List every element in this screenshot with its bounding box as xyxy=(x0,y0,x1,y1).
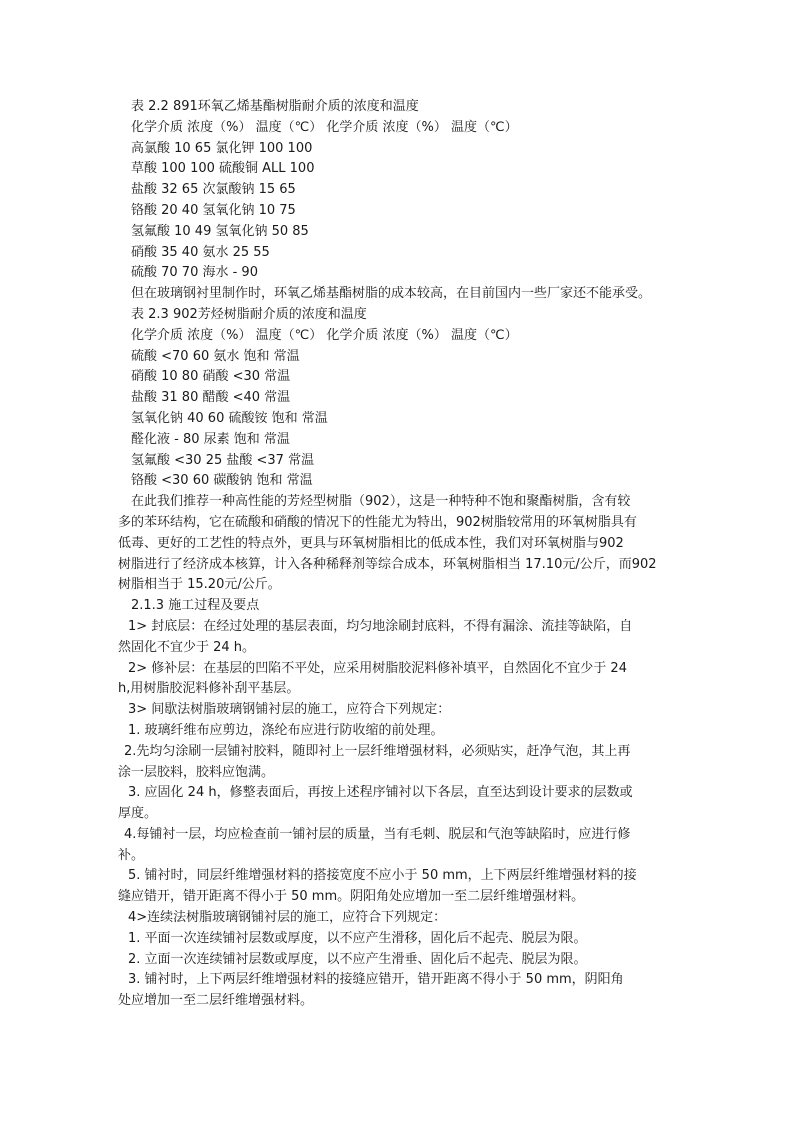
table-2-2-header: 化学介质 浓度（%） 温度（℃） 化学介质 浓度（%） 温度（℃） xyxy=(131,119,518,135)
table-2-3-row: 铬酸 <30 60 碳酸钠 饱和 常温 xyxy=(131,473,313,489)
step-3-item-cont: 涂一层胶料，胶料应饱满。 xyxy=(118,764,275,780)
table-2-2-row: 铬酸 20 40 氢氧化钠 10 75 xyxy=(131,202,296,218)
step-3-item: 2.先均匀涂刷一层铺衬胶料，随即衬上一层纤维增强材料，必须贴实，赶净气泡，其上再 xyxy=(124,743,631,759)
step-4-item-cont: 处应增加一至二层纤维增强材料。 xyxy=(118,993,314,1009)
step-3-item-cont: 补。 xyxy=(118,847,145,863)
cost-paragraph: 但在玻璃钢衬里制作时，环氧乙烯基酯树脂的成本较高，在目前国内一些厂家还不能承受。 xyxy=(131,286,652,302)
table-2-3-title: 表 2.3 902芳烃树脂耐介质的浓度和温度 xyxy=(131,306,367,322)
step-4-title: 4>连续法树脂玻璃钢铺衬层的施工，应符合下列规定： xyxy=(128,910,447,926)
step-2-line: h,用树脂胶泥料修补刮平基层。 xyxy=(118,681,300,697)
step-4-item: 2. 立面一次连续铺衬层数或厚度，以不应产生滑垂、固化后不起壳、脱层为限。 xyxy=(128,951,587,967)
document-page xyxy=(118,97,688,1012)
table-2-3-row: 醛化液 - 80 尿素 饱和 常温 xyxy=(131,431,290,447)
table-2-2-row: 硝酸 35 40 氨水 25 55 xyxy=(131,244,270,260)
step-4-item: 1. 平面一次连续铺衬层数或厚度，以不应产生滑移，固化后不起壳、脱层为限。 xyxy=(128,930,587,946)
table-2-2-row: 盐酸 32 65 次氯酸钠 15 65 xyxy=(131,182,296,198)
step-4-item: 3. 铺衬时，上下两层纤维增强材料的接缝应错开，错开距离不得小于 50 mm，阴阳角 xyxy=(128,972,624,988)
table-2-2-row: 高氯酸 10 65 氯化钾 100 100 xyxy=(131,140,313,156)
step-1-line: 然固化不宜少于 24 h。 xyxy=(118,639,256,655)
table-2-2-row: 氢氟酸 10 49 氢氧化钠 50 85 xyxy=(131,223,309,239)
table-2-3-row: 硫酸 <70 60 氨水 饱和 常温 xyxy=(131,348,300,364)
step-3-item-cont: 缝应错开，错开距离不得小于 50 mm。阴阳角处应增加一至二层纤维增强材料。 xyxy=(118,889,585,905)
table-2-3-row: 盐酸 31 80 醋酸 <40 常温 xyxy=(131,390,291,406)
step-3-title: 3> 间歇法树脂玻璃钢铺衬层的施工，应符合下列规定： xyxy=(128,702,451,718)
table-2-2-title: 表 2.2 891环氧乙烯基酯树脂耐介质的浓度和温度 xyxy=(131,99,419,114)
recommend-paragraph-line: 多的苯环结构，它在硫酸和硝酸的情况下的性能尤为特出，902树脂较常用的环氧树脂具有 xyxy=(118,514,637,530)
section-heading: 2.1.3 施工过程及要点 xyxy=(131,598,260,614)
recommend-paragraph-line: 树脂相当于 15.20元/公斤。 xyxy=(118,577,281,593)
table-2-3-row: 氢氧化钠 40 60 硫酸铵 饱和 常温 xyxy=(131,410,328,426)
step-3-item: 3. 应固化 24 h，修整表面后，再按上述程序铺衬以下各层，直至达到设计要求的层数或 xyxy=(128,785,633,801)
table-2-3-row: 氢氟酸 <30 25 盐酸 <37 常温 xyxy=(131,452,315,468)
recommend-paragraph-line: 低毒、更好的工艺性的特点外，更具与环氧树脂相比的低成本性，我们对环氧树脂与902 xyxy=(118,535,624,551)
step-3-item: 4.每铺衬一层，均应检查前一铺衬层的质量，当有毛刺、脱层和气泡等缺陷时，应进行修 xyxy=(124,826,631,842)
recommend-paragraph-line: 树脂进行了经济成本核算，计入各种稀释剂等综合成本，环氧树脂相当 17.10元/公斤，而902 xyxy=(118,556,657,572)
table-2-3-row: 硝酸 10 80 硝酸 <30 常温 xyxy=(131,369,291,385)
step-1-line: 1> 封底层：在经过处理的基层表面，均匀地涂刷封底料，不得有漏涂、流挂等缺陷，自 xyxy=(128,618,633,634)
table-2-2-row: 硫酸 70 70 海水 - 90 xyxy=(131,265,258,281)
step-3-item: 5. 铺衬时，同层纤维增强材料的搭接宽度不应小于 50 mm，上下两层纤维增强材料的接 xyxy=(128,868,637,884)
recommend-paragraph-line: 在此我们推荐一种高性能的芳烃型树脂（902），这是一种特种不饱和聚酯树脂，含有较 xyxy=(131,494,631,510)
table-2-3-header: 化学介质 浓度（%） 温度（℃） 化学介质 浓度（%） 温度（℃） xyxy=(131,327,518,343)
step-2-line: 2> 修补层：在基层的凹陷不平处，应采用树脂胶泥料修补填平，自然固化不宜少于 24 xyxy=(128,660,627,676)
step-3-item-cont: 厚度。 xyxy=(118,806,158,822)
table-2-2-row: 草酸 100 100 硫酸铜 ALL 100 xyxy=(131,161,315,177)
step-3-item: 1. 玻璃纤维布应剪边，涤纶布应进行防收缩的前处理。 xyxy=(128,722,444,738)
